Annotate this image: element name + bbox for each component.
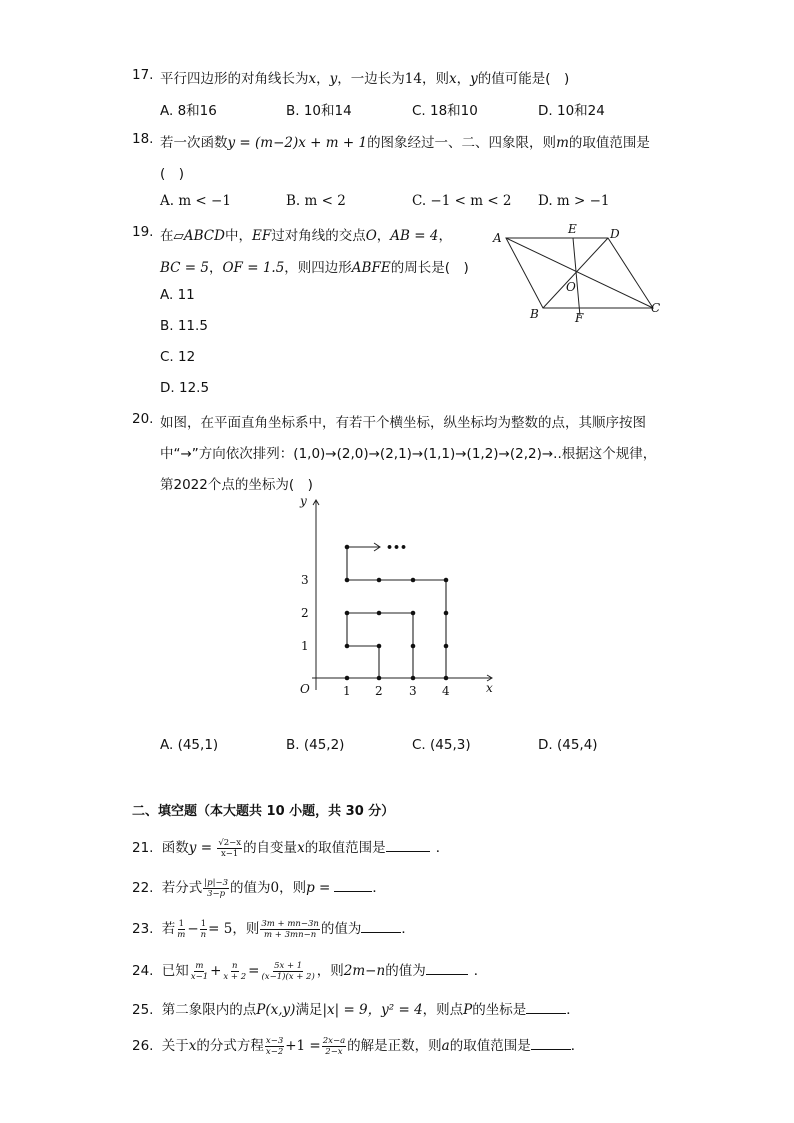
option-a: A. 8和16	[160, 103, 217, 119]
answer-blank[interactable]	[361, 920, 401, 933]
answer-blank[interactable]	[531, 1037, 571, 1050]
question-stem-line2: BC = 5，OF = 1.5，则四边形ABFE的周长是( )	[160, 260, 469, 276]
y-tick-3: 3	[301, 573, 309, 587]
question-stem: 若一次函数y = (m−2)x + m + 1的图象经过一、二、四象限，则m的取值范围是	[160, 135, 650, 151]
segment-ef	[573, 238, 580, 316]
answer-blank[interactable]	[386, 839, 430, 852]
fraction: $\frac{n}{x + 2}$	[223, 960, 247, 982]
fraction: $\frac{1}{m}$	[177, 918, 186, 940]
option-c: C. (45,3)	[412, 737, 471, 753]
question-number: 21.	[132, 840, 154, 856]
fraction: $\frac{3m + mn-3n}{m + 3mn-n}$	[261, 918, 319, 940]
option-d: D. 10和24	[538, 103, 605, 119]
fraction: $\frac{m}{x-1}$	[190, 960, 209, 982]
question-number: 23.	[132, 921, 154, 937]
option-c: C. 12	[160, 349, 196, 365]
option-c: C. −1 < m < 2	[412, 193, 512, 209]
y-tick-1: 1	[301, 639, 309, 653]
answer-blank[interactable]	[426, 962, 468, 975]
question-stem-line3: 第2022个点的坐标为( )	[160, 477, 313, 493]
option-a: A. 11	[160, 287, 195, 303]
y-axis-label: y	[300, 494, 307, 508]
option-a: A. m < −1	[160, 193, 231, 209]
question-number: 22.	[132, 880, 154, 896]
question-25: 25. 第二象限内的点P(x,y)满足|x| = 9，y² = 4，则点P的坐标是 ．	[132, 1002, 580, 1018]
question-22: 22. 若分式 $\frac{|p|-3}{3-p}$ 的值为0，则p = ．	[132, 877, 386, 899]
y-tick-2: 2	[301, 606, 309, 620]
option-c: C. 18和10	[412, 103, 478, 119]
section-heading: 二、填空题（本大题共 10 小题，共 30 分）	[132, 804, 395, 819]
parallelogram-figure	[488, 218, 678, 330]
question-stem-line1: 如图，在平面直角坐标系中，有若干个横坐标，纵坐标均为整数的点，其顺序按图	[160, 415, 646, 431]
fraction: $\frac{√2-x}{x-1}$	[218, 837, 242, 859]
x-tick-2: 2	[375, 684, 383, 698]
question-number: 19.	[132, 224, 154, 240]
answer-paren: ( )	[160, 166, 185, 182]
answer-blank[interactable]	[334, 879, 372, 892]
label-f: F	[575, 311, 584, 325]
question-number: 25.	[132, 1002, 154, 1018]
label-a: A	[493, 231, 502, 245]
question-stem-line1: 在▱ABCD中，EF过对角线的交点O，AB = 4，	[160, 228, 452, 244]
question-stem-line2: 中“→”方向依次排列：(1,0)→(2,0)→(2,1)→(1,1)→(1,2)→(2,2)→..根据这个规律，	[160, 446, 657, 462]
path-line	[347, 547, 446, 678]
answer-blank[interactable]	[526, 1001, 566, 1014]
option-b: B. 11.5	[160, 318, 208, 334]
question-number: 26.	[132, 1038, 154, 1054]
question-26: 26. 关于x的分式方程 $\frac{x-3}{x-2}$ +1 = $\frac{2x-a}{2-x}$ 的解是正数，则a的取值范围是 ．	[132, 1035, 585, 1057]
x-tick-4: 4	[442, 684, 450, 698]
option-b: B. m < 2	[286, 193, 346, 209]
origin-label: O	[300, 682, 310, 696]
question-stem: 平行四边形的对角线长为x，y，一边长为14，则x，y的值可能是( )	[160, 71, 570, 87]
question-24: 24. 已知 $\frac{m}{x-1}$ + $\frac{n}{x + 2}$ = $\frac{5x + 1}{(x-1)(x + 2)}$ ，则2m−n的值为 ．	[132, 960, 488, 982]
x-tick-3: 3	[409, 684, 417, 698]
option-d: D. m > −1	[538, 193, 610, 209]
fraction: $\frac{5x + 1}{(x-1)(x + 2)}$	[261, 960, 315, 982]
fraction: $\frac{1}{n}$	[200, 918, 207, 940]
x-tick-1: 1	[343, 684, 351, 698]
question-23: 23. 若 $\frac{1}{m}$ − $\frac{1}{n}$ = 5，则 $\frac{3m + mn-3n}{m + 3mn-n}$ 的值为 ．	[132, 918, 415, 940]
continuation-dots: •••	[386, 541, 408, 554]
question-number: 18.	[132, 131, 154, 147]
label-c: C	[651, 301, 661, 315]
coordinate-graph	[292, 490, 502, 702]
option-a: A. (45,1)	[160, 737, 219, 753]
x-axis-label: x	[486, 681, 493, 695]
fraction: $\frac{2x-a}{2-x}$	[322, 1035, 346, 1057]
fraction: $\frac{x-3}{x-2}$	[265, 1035, 284, 1057]
question-number: 24.	[132, 963, 154, 979]
option-b: B. (45,2)	[286, 737, 345, 753]
label-b: B	[530, 307, 539, 321]
label-d: D	[610, 227, 620, 241]
label-o: O	[566, 280, 576, 294]
label-e: E	[568, 222, 577, 236]
option-d: D. (45,4)	[538, 737, 598, 753]
question-number: 20.	[132, 411, 154, 427]
diagonal-bd	[543, 238, 608, 308]
fraction: $\frac{|p|-3}{3-p}$	[204, 877, 228, 899]
question-21: 21. 函数y = $\frac{√2-x}{x-1}$ 的自变量x的取值范围是 ．	[132, 837, 450, 859]
question-number: 17.	[132, 67, 154, 83]
option-b: B. 10和14	[286, 103, 352, 119]
option-d: D. 12.5	[160, 380, 210, 396]
